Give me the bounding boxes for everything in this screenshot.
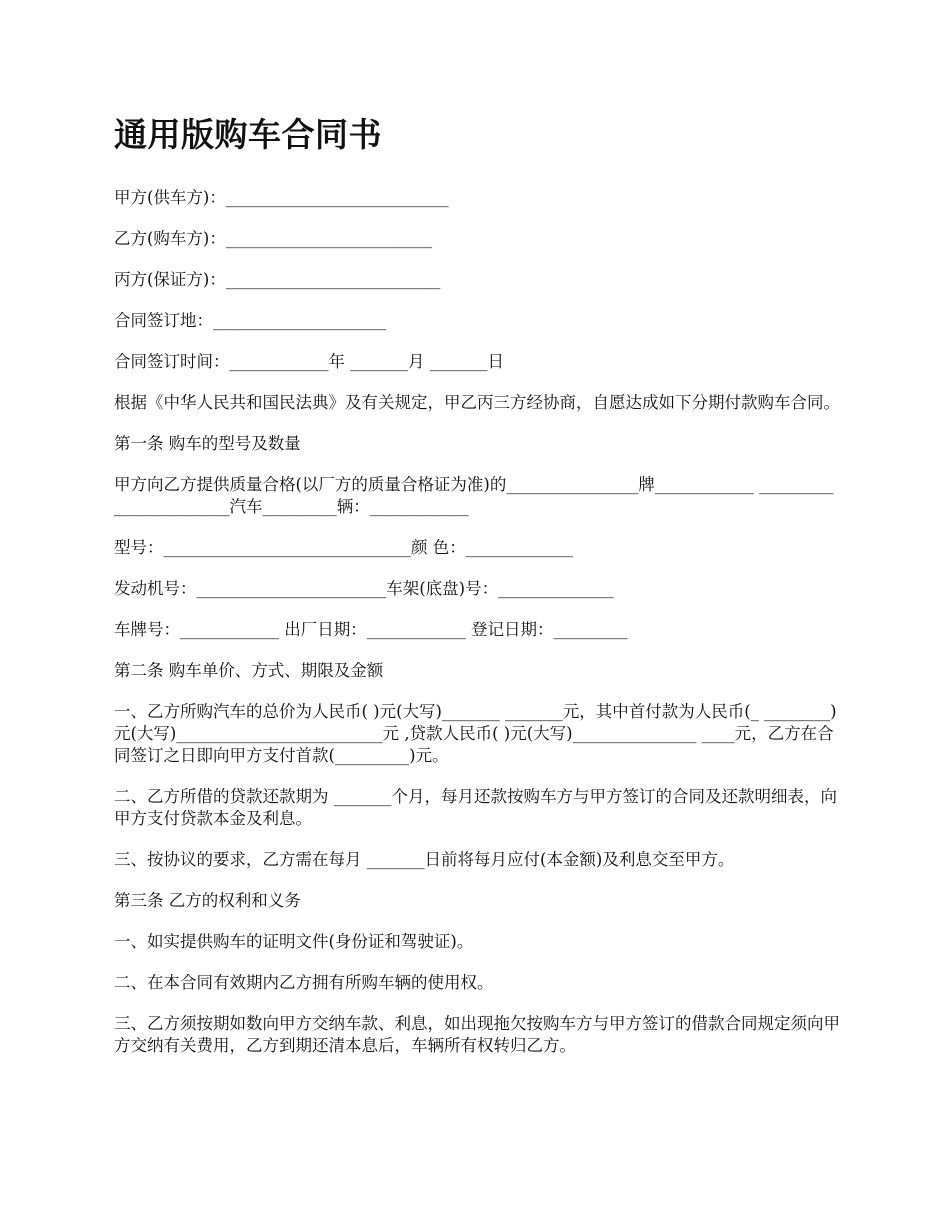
obligation-2-paragraph: 二、在本合同有效期内乙方拥有所购车辆的使用权。 [114,973,494,992]
plate-dates-line: 车牌号：____________ 出厂日期：____________ 登记日期：_________ [114,620,628,639]
engine-frame-line: 发动机号：_______________________车架(底盘)号：______________ [114,579,614,598]
party-a-line: 甲方(供车方)：___________________________ [114,188,449,207]
obligation-3-paragraph: 三、乙方须按期如数向甲方交纳车款、利息，如出现拖欠按购车方与甲方签订的借款合同规定须向甲方交纳有关费用，乙方到期还清本息后，车辆所有权转归乙方。 [114,1014,840,1055]
loan-term-paragraph: 二、乙方所借的贷款还款期为 _______个月，每月还款按购车方与甲方签订的合同及还款明细表，向甲方支付贷款本金及利息。 [114,787,837,828]
monthly-payment-paragraph: 三、按协议的要求，乙方需在每月 _______日前将每月应付(本金额)及利息交至甲方。 [114,850,735,869]
party-c-line: 丙方(保证方)：__________________________ [114,270,441,289]
obligation-1-paragraph: 一、如实提供购车的证明文件(身份证和驾驶证)。 [114,932,474,951]
party-b-line: 乙方(购车方)：_________________________ [114,229,433,248]
signing-place-line: 合同签订地：_____________________ [114,311,387,330]
model-color-line: 型号：______________________________颜 色：_____________ [114,538,573,557]
document-title: 通用版购车合同书 [114,115,382,154]
preamble-paragraph: 根据《中华人民共和国民法典》及有关规定，甲乙丙三方经协商，自愿达成如下分期付款购车合同。 [114,393,840,412]
article-2-heading: 第二条 购车单价、方式、期限及金额 [114,661,384,680]
price-clause-paragraph: 一、乙方所购汽车的总价为人民币( )元(大写)_______ _______元，其中首付款为人民币(_ ________)元(大写)_________________________元 ,贷款人民币( )元(大写)_______________ ____元，乙方在合同签订之日即向甲方支付首款(_________)元。 [114,702,837,765]
document-page [114,110,840,1076]
signing-date-line: 合同签订时间：____________年 _______月 _______日 [114,352,504,371]
article-1-heading: 第一条 购车的型号及数量 [114,434,301,453]
article-3-heading: 第三条 乙方的权利和义务 [114,891,301,910]
vehicle-brand-paragraph: 甲方向乙方提供质量合格(以厂方的质量合格证为准)的________________牌____________ _______________________汽车_________辆：____________ [114,475,834,516]
